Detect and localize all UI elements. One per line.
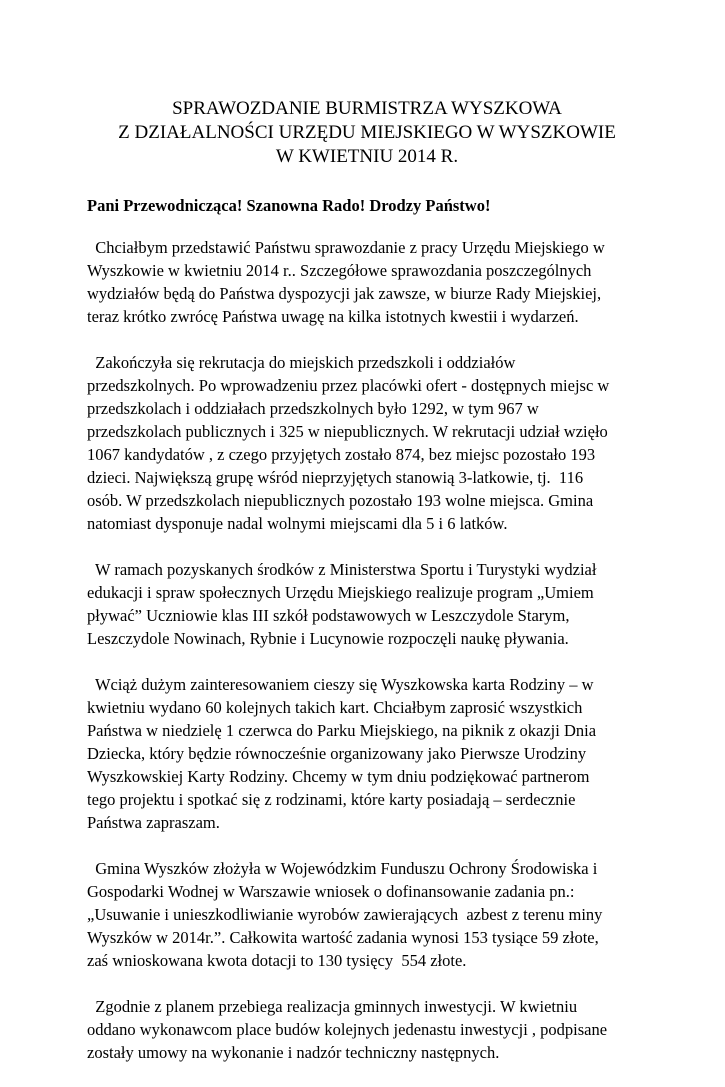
text-line: przedszkolach i oddziałach przedszkolnych było 1292, w tym 967 w xyxy=(87,399,539,418)
text-line: dzieci. Największą grupę wśród nieprzyjętych stanowią 3-latkowie, tj. 116 xyxy=(87,468,584,487)
text-line: zostały umowy na wykonanie i nadzór techniczny następnych. xyxy=(87,1043,500,1062)
text-line: przedszkolach publicznych i 325 w niepublicznych. W rekrutacji udział wzięło xyxy=(87,422,608,441)
title-line: Z DZIAŁALNOŚCI URZĘDU MIEJSKIEGO W WYSZKOWIE xyxy=(118,122,616,143)
text-line: „Usuwanie i unieszkodliwianie wyrobów zawierających azbest z terenu miny xyxy=(87,905,603,924)
text-line: zaś wnioskowana kwota dotacji to 130 tysięcy 554 złote. xyxy=(87,951,467,970)
document-title xyxy=(87,97,647,169)
text-line: Państwa w niedzielę 1 czerwca do Parku Miejskiego, na piknik z okazji Dnia xyxy=(87,721,597,740)
text-line: Chciałbym przedstawić Państwu sprawozdanie z pracy Urzędu Miejskiego w xyxy=(87,238,605,257)
text-line: Państwa zapraszam. xyxy=(87,813,220,832)
text-line: przedszkolnych. Po wprowadzeniu przez placówki ofert - dostępnych miejsc w xyxy=(87,376,610,395)
paragraph-report-intro xyxy=(87,236,647,328)
text-line: edukacji i spraw społecznych Urzędu Miejskiego realizuje program „Umiem xyxy=(87,583,594,602)
text-line: teraz krótko zwrócę Państwa uwagę na kilka istotnych kwestii i wydarzeń. xyxy=(87,307,579,326)
salutation: Pani Przewodnicząca! Szanowna Rado! Drodzy Państwo! xyxy=(87,196,491,215)
text-line: Zgodnie z planem przebiega realizacja gminnych inwestycji. W kwietniu xyxy=(87,997,578,1016)
text-line: 1067 kandydatów , z czego przyjętych zostało 874, bez miejsc pozostało 193 xyxy=(87,445,596,464)
text-line: oddano wykonawcom place budów kolejnych jedenastu inwestycji , podpisane xyxy=(87,1020,608,1039)
text-line: Dziecka, który będzie równocześnie organizowany jako Pierwsze Urodziny xyxy=(87,744,587,763)
text-line: Wyszków w 2014r.”. Całkowita wartość zadania wynosi 153 tysiące 59 złote, xyxy=(87,928,599,947)
paragraph-investments xyxy=(87,995,647,1064)
text-line: Leszczydole Nowinach, Rybnie i Lucynowie rozpoczęli naukę pływania. xyxy=(87,629,569,648)
document-page xyxy=(87,97,647,1087)
text-line: kwietniu wydano 60 kolejnych takich kart. Chciałbym zaprosić wszystkich xyxy=(87,698,583,717)
title-line: SPRAWOZDANIE BURMISTRZA WYSZKOWA xyxy=(172,98,562,119)
text-line: tego projektu i spotkać się z rodzinami, które karty posiadają – serdecznie xyxy=(87,790,576,809)
title-line: W KWIETNIU 2014 R. xyxy=(275,146,459,167)
text-line: pływać” Uczniowie klas III szkół podstawowych w Leszczydole Starym, xyxy=(87,606,570,625)
text-line: osób. W przedszkolach niepublicznych pozostało 193 wolne miejsca. Gmina xyxy=(87,491,594,510)
paragraph-family-card xyxy=(87,673,647,834)
text-line: Zakończyła się rekrutacja do miejskich przedszkoli i oddziałów xyxy=(87,353,516,372)
text-line: Wyszkowskiej Karty Rodziny. Chcemy w tym dniu podziękować partnerom xyxy=(87,767,590,786)
text-line: Gmina Wyszków złożyła w Wojewódzkim Funduszu Ochrony Środowiska i xyxy=(87,859,598,878)
text-line: W ramach pozyskanych środków z Ministerstwa Sportu i Turystyki wydział xyxy=(87,560,597,579)
text-line: wydziałów będą do Państwa dyspozycji jak zawsze, w biurze Rady Miejskiej, xyxy=(87,284,602,303)
paragraph-asbestos-grant xyxy=(87,857,647,972)
paragraph-swimming-program xyxy=(87,558,647,650)
text-line: natomiast dysponuje nadal wolnymi miejscami dla 5 i 6 latków. xyxy=(87,514,508,533)
text-line: Wciąż dużym zainteresowaniem cieszy się Wyszkowska karta Rodziny – w xyxy=(87,675,594,694)
text-line: Gospodarki Wodnej w Warszawie wniosek o dofinansowanie zadania pn.: xyxy=(87,882,575,901)
paragraph-preschool-recruitment xyxy=(87,351,647,535)
text-line: Wyszkowie w kwietniu 2014 r.. Szczegółowe sprawozdania poszczególnych xyxy=(87,261,592,280)
